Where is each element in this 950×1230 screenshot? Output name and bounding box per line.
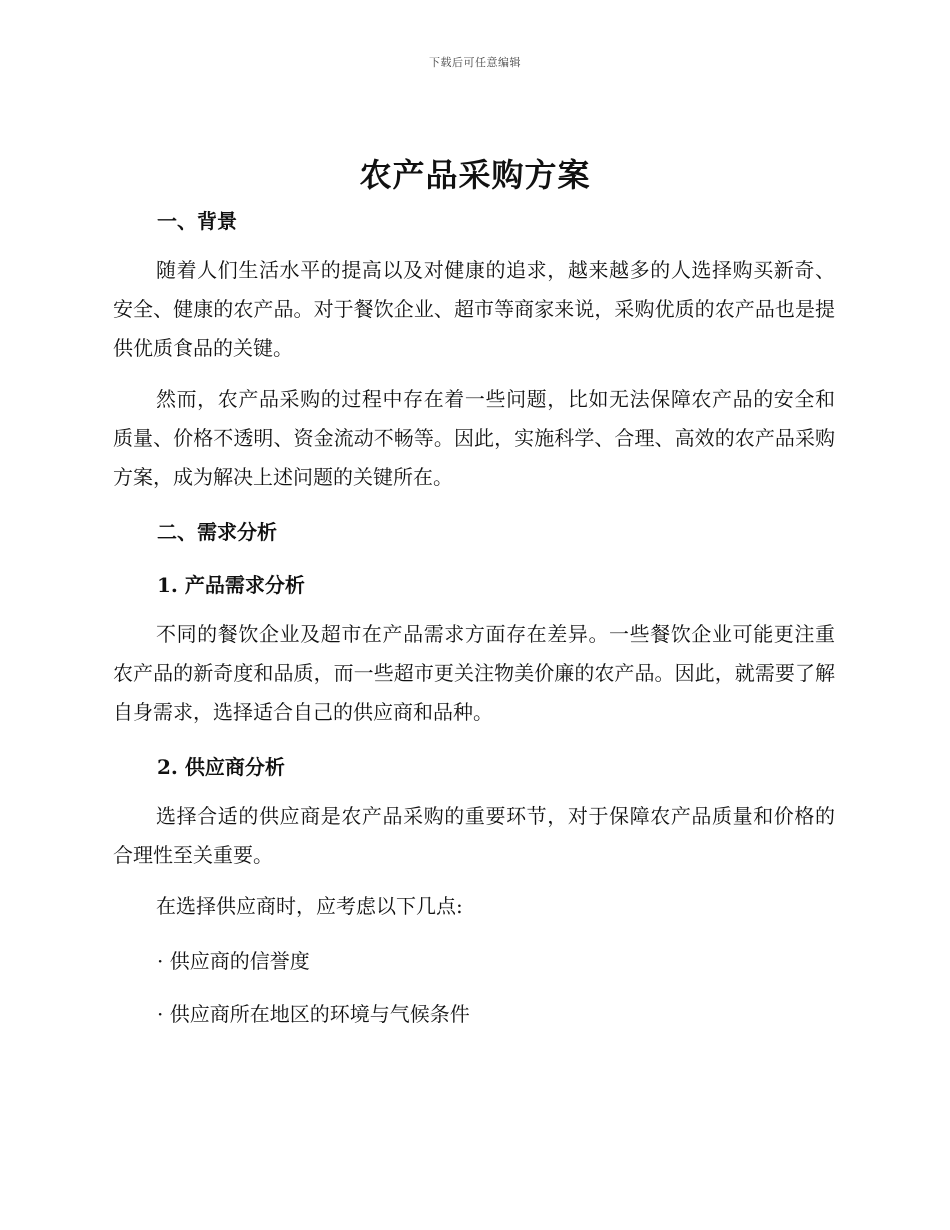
subsection-heading-supplier: 2. 供应商分析 (157, 755, 285, 779)
paragraph: 在选择供应商时，应考虑以下几点: (156, 894, 463, 918)
paragraph: 不同的餐饮企业及超市在产品需求方面存在差异。一些餐饮企业可能更注重农产品的新奇度和品质，而一些超市更关注物美价廉的农产品。因此，就需要了解自身需求，选择适合自己的供应商和品种。 (113, 622, 835, 724)
header-note: 下载后可任意编辑 (429, 56, 521, 69)
paragraph: 然而，农产品采购的过程中存在着一些问题，比如无法保障农产品的安全和质量、价格不透明、资金流动不畅等。因此，实施科学、合理、高效的农产品采购方案，成为解决上述问题的关键所在。 (113, 387, 835, 489)
document-body (113, 203, 835, 1032)
list-item: · 供应商所在地区的环境与气候条件 (157, 1002, 470, 1026)
list-item: · 供应商的信誉度 (157, 949, 310, 973)
subsection-heading-product-demand: 1. 产品需求分析 (157, 573, 305, 597)
paragraph: 随着人们生活水平的提高以及对健康的追求，越来越多的人选择购买新奇、安全、健康的农产品。对于餐饮企业、超市等商家来说，采购优质的农产品也是提供优质食品的关键。 (113, 258, 835, 360)
section-heading-demand: 二、需求分析 (157, 520, 277, 544)
document-title: 农产品采购方案 (359, 156, 591, 194)
paragraph: 选择合适的供应商是农产品采购的重要环节，对于保障农产品质量和价格的合理性至关重要。 (113, 804, 835, 867)
section-heading-background: 一、背景 (157, 209, 237, 233)
